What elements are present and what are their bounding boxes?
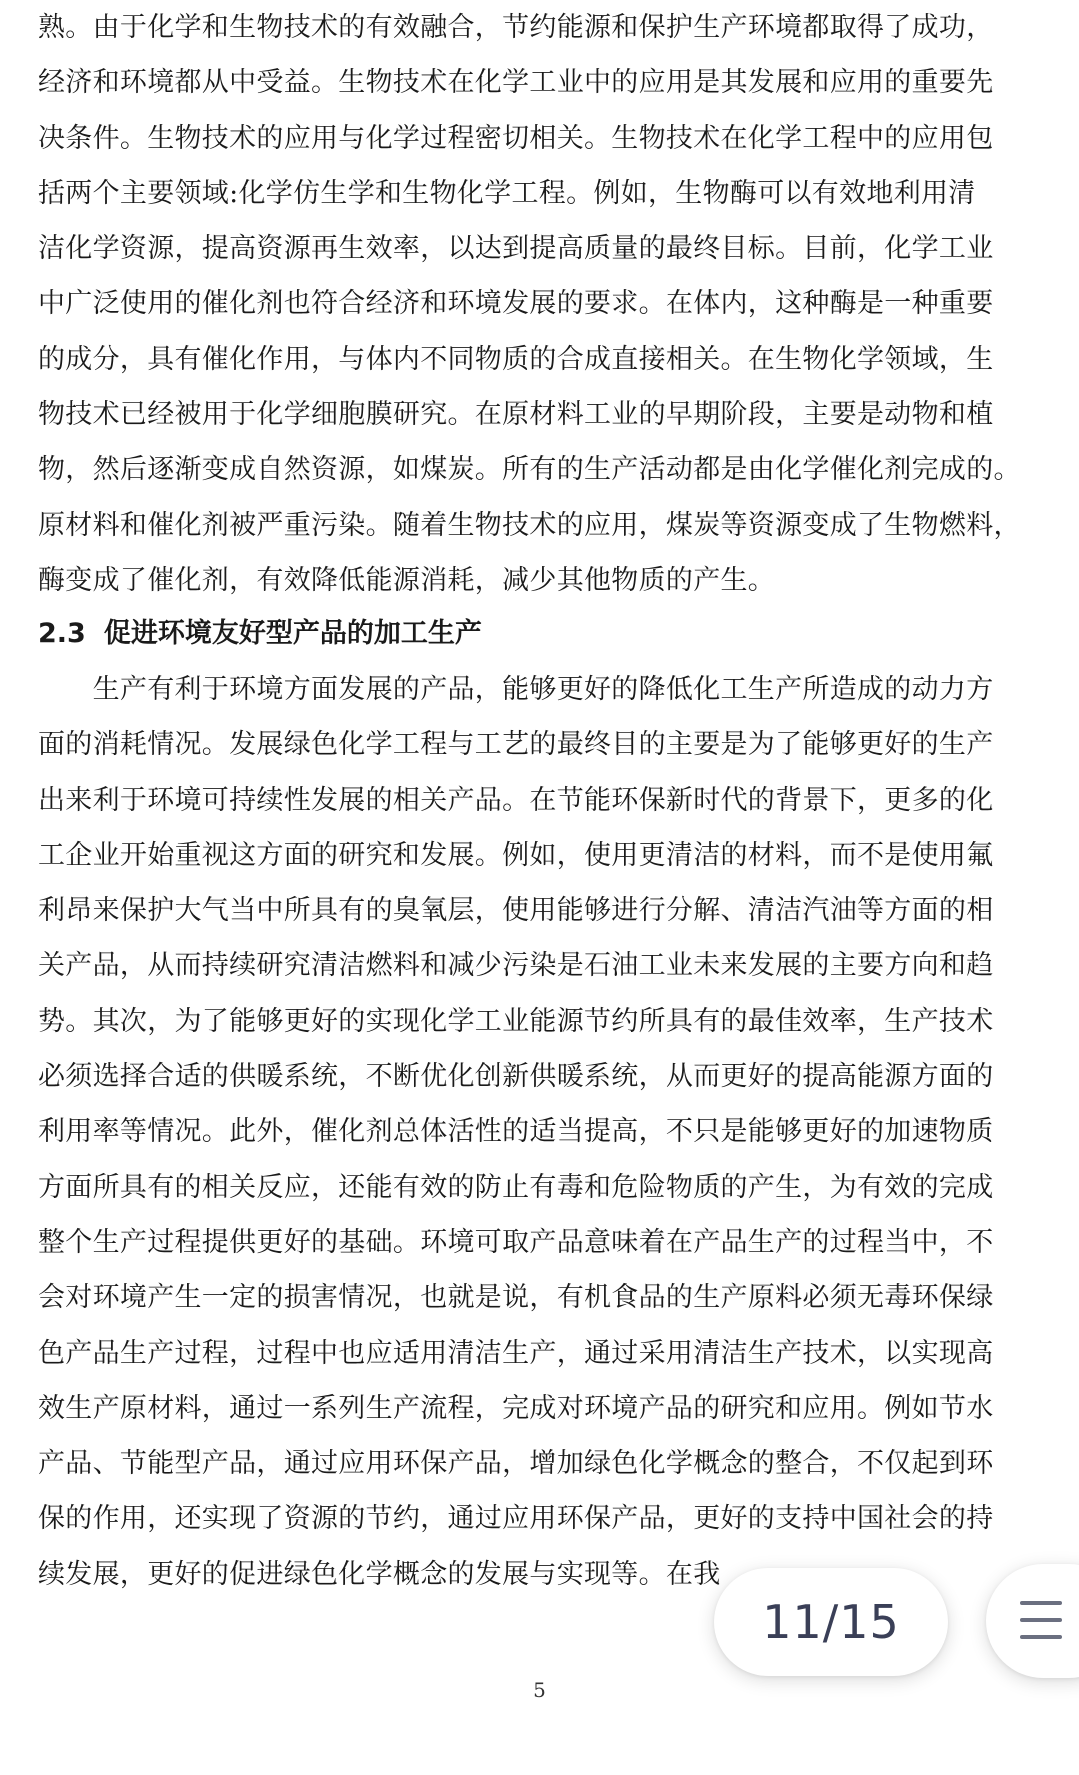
- paragraph-body: [38, 662, 1020, 1602]
- text-line: 势。其次，为了能够更好的实现化学工业能源节约所具有的最佳效率，生产技术: [38, 1005, 994, 1037]
- text-line: 物技术已经被用于化学细胞膜研究。在原材料工业的早期阶段，主要是动物和植: [38, 399, 994, 431]
- paragraph-continued: [38, 0, 1020, 608]
- text-line: 决条件。生物技术的应用与化学过程密切相关。生物技术在化学工程中的应用包: [38, 122, 994, 154]
- text-line: 色产品生产过程，过程中也应适用清洁生产，通过采用清洁生产技术，以实现高: [38, 1337, 994, 1369]
- text-line: 会对环境产生一定的损害情况，也就是说，有机食品的生产原料必须无毒环保绿: [38, 1282, 994, 1314]
- section-heading: [38, 608, 482, 660]
- text-line: 的成分，具有催化作用，与体内不同物质的合成直接相关。在生物化学领域，生: [38, 343, 994, 375]
- text-line: 整个生产过程提供更好的基础。环境可取产品意味着在产品生产的过程当中，不: [38, 1226, 994, 1258]
- text-line: 保的作用，还实现了资源的节约，通过应用环保产品，更好的支持中国社会的持: [38, 1503, 994, 1535]
- text-line: 生产有利于环境方面发展的产品，能够更好的降低化工生产所造成的动力方: [38, 674, 994, 705]
- page-indicator[interactable]: 11/15: [714, 1568, 948, 1676]
- text-line: 中广泛使用的催化剂也符合经济和环境发展的要求。在体内，这种酶是一种重要: [38, 288, 994, 320]
- text-line: 必须选择合适的供暖系统，不断优化创新供暖系统，从而更好的提高能源方面的: [38, 1061, 994, 1093]
- text-line: 出来利于环境可持续性发展的相关产品。在节能环保新时代的背景下，更多的化: [38, 784, 994, 816]
- section-number: 2.3: [38, 618, 86, 649]
- text-line: 方面所具有的相关反应，还能有效的防止有毒和危险物质的产生，为有效的完成: [38, 1171, 994, 1203]
- text-line: 续发展，更好的促进绿色化学概念的发展与实现等。在我: [38, 1558, 721, 1590]
- text-line: 经济和环境都从中受益。生物技术在化学工业中的应用是其发展和应用的重要先: [38, 67, 994, 99]
- text-line: 效生产原材料，通过一系列生产流程，完成对环境产品的研究和应用。例如节水: [38, 1392, 994, 1424]
- text-line: 关产品，从而持续研究清洁燃料和减少污染是石油工业未来发展的主要方向和趋: [38, 950, 994, 982]
- text-line: 工企业开始重视这方面的研究和发展。例如，使用更清洁的材料，而不是使用氟: [38, 839, 994, 871]
- text-line: 物，然后逐渐变成自然资源，如煤炭。所有的生产活动都是由化学催化剂完成的。: [38, 454, 1021, 486]
- page-number: 5: [533, 1678, 546, 1702]
- text-line: 利用率等情况。此外，催化剂总体活性的适当提高，不只是能够更好的加速物质: [38, 1116, 994, 1148]
- text-line: 利昂来保护大气当中所具有的臭氧层，使用能够进行分解、清洁汽油等方面的相: [38, 895, 994, 927]
- section-title: 促进环境友好型产品的加工生产: [103, 618, 482, 649]
- text-line: 原材料和催化剂被严重污染。随着生物技术的应用，煤炭等资源变成了生物燃料，: [38, 509, 1021, 541]
- text-line: 产品、节能型产品，通过应用环保产品，增加绿色化学概念的整合，不仅起到环: [38, 1448, 994, 1480]
- hamburger-menu-icon: [1020, 1601, 1062, 1641]
- text-line: 面的消耗情况。发展绿色化学工程与工艺的最终目的主要是为了能够更好的生产: [38, 729, 994, 761]
- text-line: 酶变成了催化剂，有效降低能源消耗，减少其他物质的产生。: [38, 564, 776, 596]
- text-line: 洁化学资源，提高资源再生效率，以达到提高质量的最终目标。目前，化学工业: [38, 233, 994, 265]
- text-line: 熟。由于化学和生物技术的有效融合，节约能源和保护生产环境都取得了成功，: [38, 12, 994, 43]
- text-line: 括两个主要领域:化学仿生学和生物化学工程。例如，生物酶可以有效地利用清: [38, 177, 976, 209]
